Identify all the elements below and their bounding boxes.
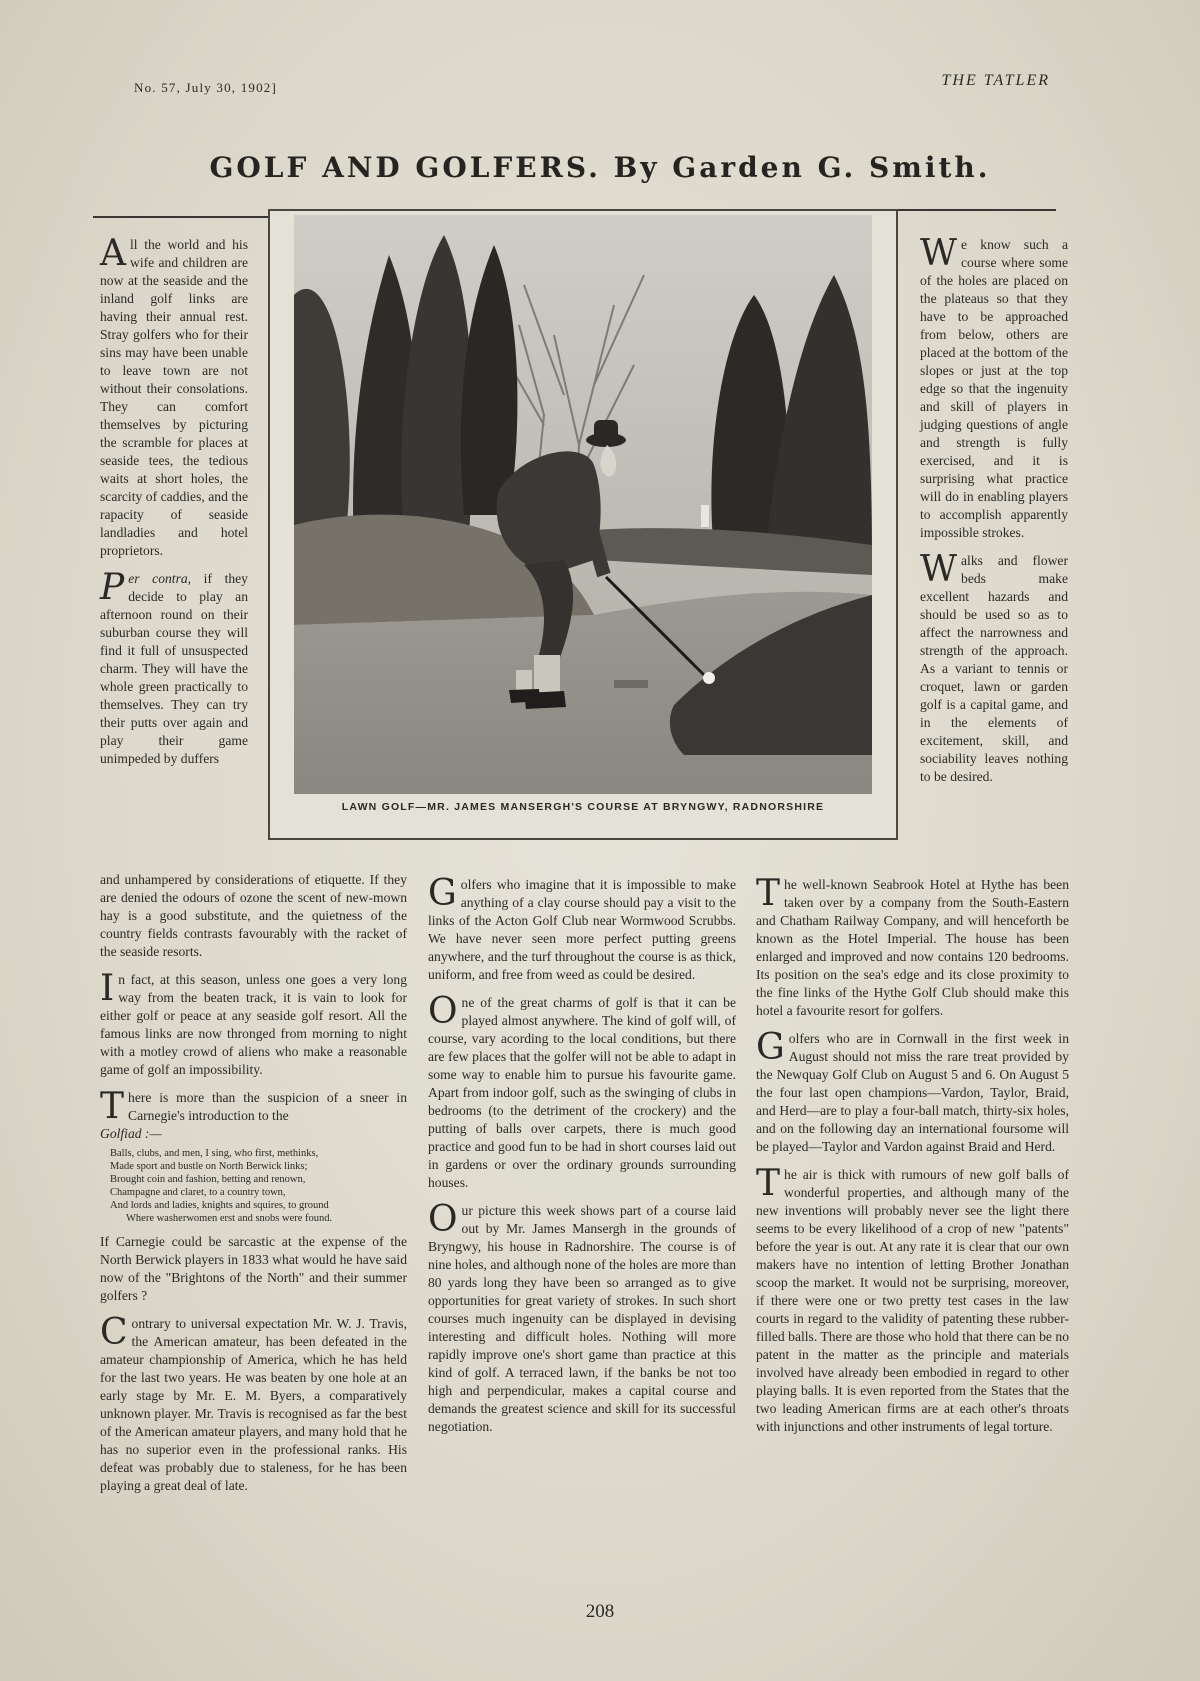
publication-header: THE TATLER [941, 72, 1050, 89]
paragraph: Our picture this week shows part of a course laid out by Mr. James Mansergh in the grounds of Bryngwy, his house in Radnorshire. The course is of nine holes, and although none of the holes are more than 80 yards long they have been so arranged as to give opportunities for great variety of strokes. In such short courses much ingenuity can be displayed in devising interesting and difficult holes. Nothing will more rapidly improve one's short game than practice at this kind of golf. A terraced lawn, if the banks be not too high and perpendicular, makes a capital course and demands the greatest science and skill for its successful negotiation. [428, 1199, 736, 1434]
paragraph: Contrary to universal expectation Mr. W. J. Travis, the American amateur, has been defeated in the amateur championship of America, which he has held for the last two years. He was beaten by one hole at an early stage by Mr. E. M. Byers, a comparatively unknown player. Mr. Travis is recognised as far the best of the American amateur players, and many hold that he has no superior even in the professional ranks. His defeat was probably due to staleness, for he has been playing a great deal of late. [100, 1312, 407, 1493]
drop-cap: O [428, 1199, 458, 1240]
verse-line: And lords and ladies, knights and squires, to ground [110, 1200, 329, 1211]
column-1-upper [100, 233, 248, 778]
paragraph: In fact, at this season, unless one goes a very long way from the beaten track, it is vain to look for either golf or peace at any seaside golf resort. All the famous links are now thronged from morning to night with a motley crowd of aliens who make a reasonable game of golf an impossibility. [100, 968, 407, 1077]
drop-cap: O [428, 991, 458, 1032]
drop-cap: G [428, 873, 457, 914]
paragraph: The well-known Seabrook Hotel at Hythe has been taken over by a company from the South-Eastern and Chatham Railway Company, and will henceforth be known as the Hotel Imperial. The house has been enlarged and improved and now contains 120 bedrooms. Its position on the sea's edge and its close proximity to the fine links of the Hythe Golf Club should make this hotel a favourite resort for golfers. [756, 873, 1069, 1018]
paragraph: and unhampered by considerations of etiquette. If they are denied the odours of ozone the scent of new-mown hay is a good substitute, and the quietness of the country fields contrasts favourably with the racket of the seaside resorts. [100, 872, 407, 959]
column-3-lower [756, 873, 1069, 1446]
figure-caption: LAWN GOLF—MR. JAMES MANSERGH'S COURSE AT BRYNGWY, RADNORSHIRE [341, 801, 825, 813]
paragraph: All the world and his wife and children are now at the seaside and the inland golf links are having their annual rest. Stray golfers who for their sins may have been unable to leave town are not without their consolations. They can comfort themselves by picturing the scramble for places at seaside tees, the tedious waits at short holes, the scarcity of caddies, and the rapacity of seaside landladies and hotel proprietors. [100, 233, 248, 558]
drop-cap: T [756, 873, 781, 914]
drop-cap: T [756, 1163, 781, 1204]
paragraph: If Carnegie could be sarcastic at the expense of the North Berwick players in 1833 what would he have said now of the "Brightons of the North" and their summer golfers ? [100, 1234, 407, 1303]
source-title: Golfiad :— [100, 1126, 162, 1141]
photo-illustration [294, 215, 872, 794]
column-1-lower [100, 871, 407, 1505]
verse-line: Where washerwomen erst and snobs were found. [126, 1213, 333, 1224]
paragraph: One of the great charms of golf is that it can be played almost anywhere. The kind of golf will, of course, vary acording to the local conditions, but there are few places that the golfer will not be able to adapt in some way to enable him to pursue his favourite game. Apart from indoor golf, such as the swinging of clubs in bedrooms (to the detriment of the crockery) and the putting of balls over carpets, there is much good practice and good fun to be had in short courses laid out in gardens or over the ordinary grounds surrounding houses. [428, 991, 736, 1190]
paragraph: We know such a course where some of the holes are placed on the plateaus so that they have to be approached from below, others are placed at the bottom of the slopes or just at the top edge so that the ingenuity and skill of players in judging questions of angle and strength is fully exercised, and it is surprising what practice will do in enabling players to accomplish apparently impossible strokes. [920, 233, 1068, 540]
page-number: 208 [585, 1601, 615, 1622]
verse-line: Balls, clubs, and men, I sing, who first, methinks, [110, 1148, 319, 1159]
paragraph: Golfers who are in Cornwall in the first week in August should not miss the rare treat provided by the Newquay Golf Club on August 5 and 6. On August 5 the four last open champions—Vardon, Taylor, Braid, and Herd—are to play a four-ball match, thirty-six holes, and on the following day an international foursome will be played—Taylor and Vardon against Braid and Herd. [756, 1027, 1069, 1154]
verse-quote [110, 1147, 407, 1225]
top-rule-left [93, 216, 270, 218]
drop-cap: W [920, 233, 958, 274]
article-title: GOLF AND GOLFERS. By Garden G. Smith. [209, 151, 991, 184]
paragraph: The air is thick with rumours of new golf balls of wonderful properties, and although many of the new inventions will probably never see the light there seems to be every likelihood of a crop of new "patents" before the year is out. At any rate it is clear that our own makers have no intention of letting Brother Jonathan scoop the market. It would not be surprising, moreover, if there were one or two pretty test cases in the law courts in regard to the validity of patenting these rubber-filled balls. There are those who hold that there can be no patent in the matter as the principle and materials involved have already been embodied in regard to other playing balls. It is even reported from the States that the two leading American firms are at each other's throats with injunctions and other instruments of legal torture. [756, 1163, 1069, 1434]
verse-line: Brought coin and fashion, betting and renown, [110, 1174, 306, 1185]
drop-cap: W [920, 549, 958, 590]
verse-line: Made sport and bustle on North Berwick links; [110, 1161, 308, 1172]
drop-cap: P [100, 567, 125, 608]
drop-cap: T [100, 1086, 125, 1127]
photo-lawn-golf [294, 215, 872, 794]
paragraph: Walks and flower beds make excellent hazards and should be used so as to affect the narrowness and strength of the approach. As a variant to tennis or croquet, lawn or garden golf is a capital game, and in the elements of excitement, skill, and sociability leaves nothing to be desired. [920, 549, 1068, 784]
column-2 [428, 873, 736, 1446]
verse-line: Champagne and claret, to a country town, [110, 1187, 286, 1198]
paragraph: There is more than the suspicion of a sneer in Carnegie's introduction to the Golfiad :— [100, 1086, 407, 1141]
paragraph: Per contra, if they decide to play an afternoon round on their suburban course they will find it full of unsuspected charm. They will have the whole green practically to themselves. They can try their putts over again and play their game unimpeded by duffers [100, 567, 248, 766]
column-3-upper [920, 233, 1068, 796]
drop-cap: G [756, 1027, 785, 1068]
top-rule-right [898, 209, 1056, 211]
paragraph: Golfers who imagine that it is impossible to make anything of a clay course should pay a visit to the links of the Acton Golf Club near Wormwood Scrubbs. We have never seen more perfect putting greens anywhere, and the turf throughout the course is as thick, uniform, and free from weed as could be desired. [428, 873, 736, 982]
drop-cap: C [100, 1312, 128, 1353]
drop-cap: I [100, 968, 115, 1009]
issue-header: No. 57, July 30, 1902] [134, 80, 278, 95]
drop-cap: A [100, 233, 126, 274]
